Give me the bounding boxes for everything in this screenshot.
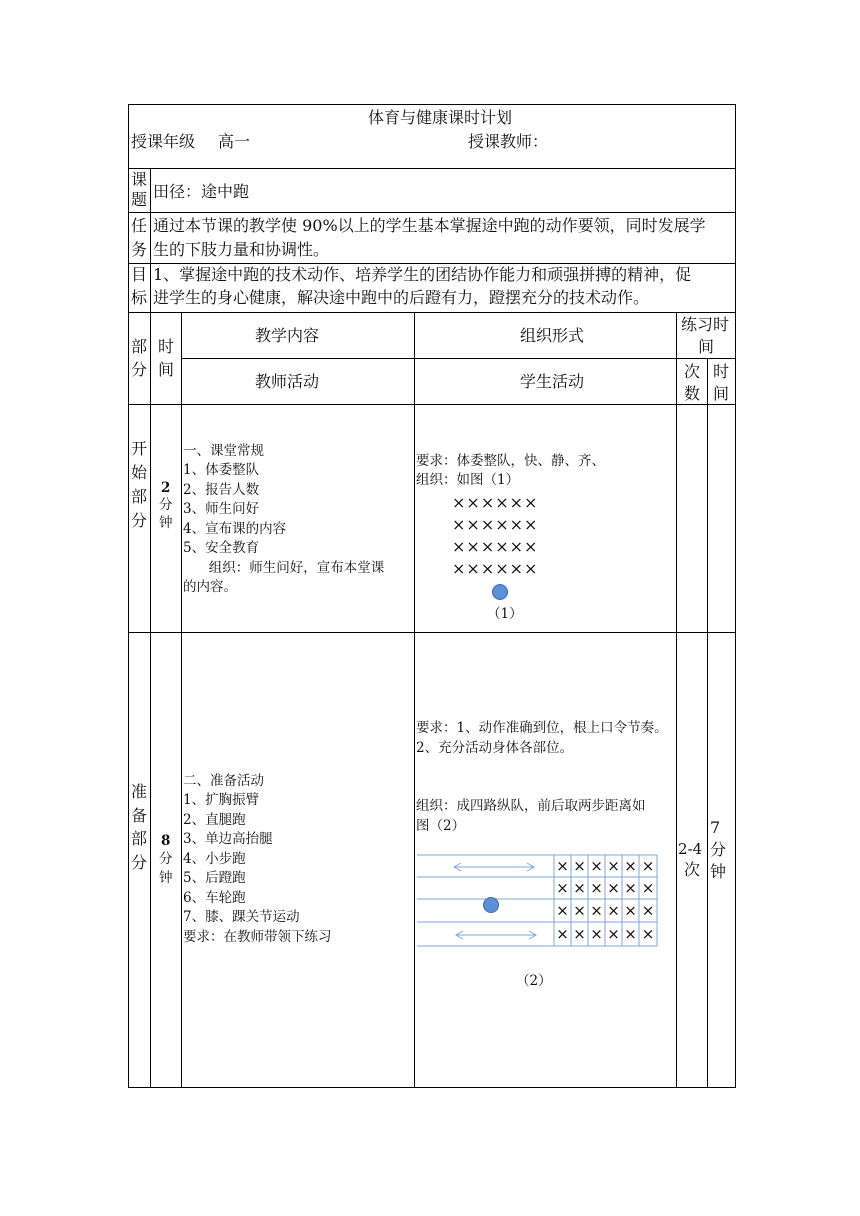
task-line-1: 通过本节课的教学使 90%以上的学生基本掌握途中跑的动作要领，同时发展学 xyxy=(153,216,706,235)
student-mark: × xyxy=(556,879,569,897)
s2-teacher-line-4: 3、单边高抬腿 xyxy=(183,831,273,847)
rule-section1-bottom xyxy=(128,632,736,633)
s2-teacher-line-8: 7、膝、踝关节运动 xyxy=(183,909,300,925)
col-content: 教学内容 xyxy=(255,326,320,345)
s1-part-3: 部 xyxy=(131,487,148,506)
student-mark: × xyxy=(641,901,655,920)
student-mark: × xyxy=(641,857,655,875)
col-teacher: 教师活动 xyxy=(255,372,320,391)
col-count-2: 数 xyxy=(684,384,701,403)
teacher-marker-1-circle xyxy=(493,585,508,600)
lane-lines xyxy=(417,855,657,946)
s2-part-1: 准 xyxy=(131,782,148,801)
rule-colhead-mid xyxy=(181,358,736,359)
s2-count-1: 2-4 xyxy=(678,840,703,858)
rule-header-bottom xyxy=(128,168,736,169)
task-label-1: 任 xyxy=(131,216,148,235)
s1-teacher-line-3: 2、报告人数 xyxy=(183,482,260,498)
s2-teacher-line-3: 2、直腿跑 xyxy=(183,812,246,828)
rule-colhead-bottom xyxy=(128,404,736,405)
figure-2-label: （2） xyxy=(516,973,552,989)
run-arrow-top xyxy=(454,863,534,871)
s2-student-org-1: 组织：成四路纵队，前后取两步距离如 xyxy=(416,798,646,814)
goal-label-1: 目 xyxy=(131,265,148,284)
s2-time-1: 8 xyxy=(161,833,171,849)
student-mark: × xyxy=(590,901,603,920)
run-arrow-bottom xyxy=(456,931,536,939)
student-mark: × xyxy=(556,901,569,920)
formation-row-3: ×××××× xyxy=(452,537,539,556)
student-mark: × xyxy=(624,879,637,897)
student-mark: × xyxy=(573,879,586,897)
rule-label-col xyxy=(150,168,151,1088)
topic-value: 田径：途中跑 xyxy=(153,182,250,201)
student-mark: × xyxy=(624,925,637,943)
s2-teacher-line-2: 1、扩胸振臂 xyxy=(183,792,260,808)
student-mark: × xyxy=(590,925,603,943)
col-part-1: 部 xyxy=(131,337,148,356)
s2-time-3: 钟 xyxy=(159,870,173,886)
student-mark: × xyxy=(641,879,655,897)
teacher-marker-1 xyxy=(491,583,509,601)
student-mark: × xyxy=(624,901,637,920)
rule-org-col xyxy=(676,312,677,1088)
rule-time-col xyxy=(181,312,182,1088)
rule-content-col xyxy=(414,312,415,1088)
s2-teacher-line-9: 要求：在教师带领下练习 xyxy=(183,929,332,945)
goal-label-2: 标 xyxy=(131,288,148,307)
s1-teacher-line-5: 4、宣布课的内容 xyxy=(183,521,287,537)
rule-top xyxy=(128,104,736,105)
s1-teacher-line-4: 3、师生问好 xyxy=(183,501,260,517)
task-label-2: 务 xyxy=(131,240,148,259)
s2-teacher-line-7: 6、车轮跑 xyxy=(183,890,246,906)
s1-part-4: 分 xyxy=(131,511,148,530)
topic-label-1: 课 xyxy=(131,170,148,189)
student-mark: × xyxy=(590,857,603,875)
topic-label-2: 题 xyxy=(131,190,148,209)
s2-part-4: 分 xyxy=(131,853,148,872)
s2-student-org-2: 图（2） xyxy=(416,818,466,834)
s1-part-1: 开 xyxy=(131,439,148,458)
grade-label: 授课年级 xyxy=(131,132,196,151)
rule-bottom xyxy=(128,1087,736,1088)
student-mark: × xyxy=(556,925,569,943)
col-count-1: 次 xyxy=(684,362,701,381)
s1-part-2: 始 xyxy=(131,463,148,482)
student-mark: × xyxy=(590,879,603,897)
student-mark: × xyxy=(624,857,637,875)
teacher-label: 授课教师： xyxy=(468,132,549,151)
s1-student-line-2: 组织：如图（1） xyxy=(416,472,520,488)
s2-student-req-2: 2、充分活动身体各部位。 xyxy=(416,740,574,756)
s1-teacher-line-6: 5、安全教育 xyxy=(183,540,260,556)
goal-line-1: 1、掌握途中跑的技术动作、培养学生的团结协作能力和顽强拼搏的精神，促 xyxy=(153,265,692,284)
s2-count-2: 次 xyxy=(684,860,701,879)
grade-value: 高一 xyxy=(218,132,251,151)
rule-topic-bottom xyxy=(128,212,736,213)
formation-row-4: ×××××× xyxy=(452,559,539,578)
col-practice-1: 练习时 xyxy=(681,315,730,334)
col-part-2: 分 xyxy=(131,360,148,379)
formation-diagram-2 xyxy=(414,850,660,950)
student-mark: × xyxy=(573,857,586,875)
student-mark: × xyxy=(607,857,620,875)
s1-teacher-line-7: 组织：师生问好，宣布本堂课 xyxy=(183,560,385,576)
student-mark: × xyxy=(573,925,586,943)
s2-student-req-1: 要求：1、动作准确到位，根上口令节奏。 xyxy=(416,720,668,736)
rule-practice-col xyxy=(707,358,708,1088)
s2-time-2: 分 xyxy=(159,851,173,867)
s2-teacher-line-6: 5、后蹬跑 xyxy=(183,870,246,886)
rule-right xyxy=(735,104,736,1088)
figure-1-label: （1） xyxy=(487,606,523,622)
s1-teacher-line-1: 一、课堂常规 xyxy=(183,443,264,459)
student-mark: × xyxy=(556,857,569,875)
col-org: 组织形式 xyxy=(520,326,585,345)
s1-teacher-line-8: 的内容。 xyxy=(183,579,237,595)
rule-task-bottom xyxy=(128,263,736,264)
student-mark: × xyxy=(607,901,620,920)
s2-part-2: 备 xyxy=(131,806,148,825)
rule-goal-bottom xyxy=(128,312,736,313)
col-ptime-2: 间 xyxy=(713,384,730,403)
s1-student-line-1: 要求：体委整队，快、静、齐、 xyxy=(416,453,605,469)
s1-teacher-line-2: 1、体委整队 xyxy=(183,462,260,478)
s2-ptime-3: 钟 xyxy=(710,862,727,881)
s1-time-3: 钟 xyxy=(159,515,173,531)
formation-row-2: ×××××× xyxy=(452,515,539,534)
goal-line-2: 进学生的身心健康，解决途中跑中的后蹬有力，蹬摆充分的技术动作。 xyxy=(153,288,650,307)
col-student: 学生活动 xyxy=(520,372,585,391)
col-time-2: 间 xyxy=(158,360,175,379)
student-mark: × xyxy=(573,901,586,920)
s1-time-1: 2 xyxy=(161,480,171,496)
task-line-2: 生的下肢力量和协调性。 xyxy=(153,240,330,259)
page-title: 体育与健康课时计划 xyxy=(368,108,513,127)
student-mark: × xyxy=(607,925,620,943)
teacher-marker-2 xyxy=(484,898,499,913)
col-time-1: 时 xyxy=(158,337,175,356)
col-ptime-1: 时 xyxy=(713,362,730,381)
s2-ptime-2: 分 xyxy=(710,840,727,859)
s2-part-3: 部 xyxy=(131,829,148,848)
student-mark: × xyxy=(641,925,655,943)
rule-left xyxy=(128,104,129,1088)
s2-ptime-1: 7 xyxy=(710,818,721,837)
col-practice-2: 间 xyxy=(698,337,715,356)
formation-row-1: ×××××× xyxy=(452,493,539,512)
s1-time-2: 分 xyxy=(159,497,173,513)
s2-teacher-line-5: 4、小步跑 xyxy=(183,851,246,867)
student-mark: × xyxy=(607,879,620,897)
s2-teacher-line-1: 二、准备活动 xyxy=(183,773,264,789)
